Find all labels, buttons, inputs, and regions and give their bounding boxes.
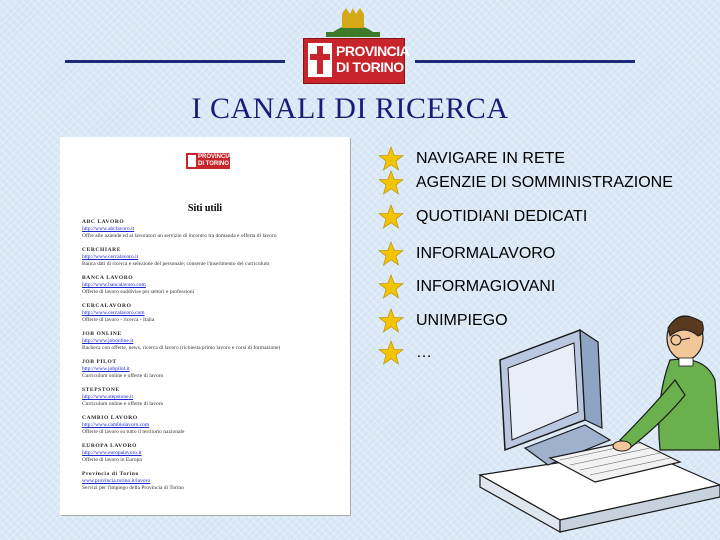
crown-icon — [320, 8, 386, 38]
site-description: Offerte di lavoro su tutto il territorio nazionale — [82, 429, 185, 435]
channel-label: INFORMAGIOVANI — [416, 278, 556, 295]
site-name: JOB ONLINE — [82, 331, 122, 337]
document-entry — [82, 275, 344, 296]
site-name: Provincia di Torino — [82, 471, 139, 477]
site-description: Offre alle aziende ed ai lavoratori un servizio di incontro tra domanda e offerta di lavoro — [82, 233, 277, 239]
document-entry — [82, 471, 344, 492]
document-logo — [178, 149, 238, 173]
site-link[interactable]: http://www.abclavoro.it — [82, 226, 135, 232]
header-divider-right — [415, 60, 635, 63]
document-entry — [82, 387, 344, 408]
site-name: ABC LAVORO — [82, 219, 125, 225]
site-description: Servizi per l'impiego della Provincia di Torino — [82, 485, 184, 491]
useful-sites-document — [60, 137, 350, 515]
site-name: CERCHIARE — [82, 247, 122, 253]
star-icon — [378, 170, 404, 196]
provincia-logo — [298, 8, 408, 78]
document-entry — [82, 219, 344, 240]
site-description: Bacheca con offerte, news, ricerca di lavoro (richiesta primo lavoro e corsi di formazione) — [82, 345, 281, 351]
site-link[interactable]: http://www.cercalavoro.it — [82, 254, 139, 260]
channel-label: … — [416, 344, 432, 361]
page-title: I CANALI DI RICERCA — [191, 92, 509, 125]
site-name: JOB PILOT — [82, 359, 117, 365]
site-link[interactable]: http://www.jobonline.it — [82, 338, 134, 344]
star-icon — [378, 204, 404, 230]
site-description: Banca dati di ricerca e selezione del personale; consente l'inserimento del curriculum — [82, 261, 270, 267]
logo-badge — [303, 38, 410, 84]
site-name: STEPSTONE — [82, 387, 120, 393]
site-link[interactable]: http://www.cercalavoro.com — [82, 310, 145, 316]
channel-label: AGENZIE DI SOMMINISTRAZIONE — [416, 174, 673, 191]
site-link[interactable]: http://www.stepstone.it — [82, 394, 133, 400]
site-description: Offerte di lavoro suddivise per settori e professioni — [82, 289, 195, 295]
site-description: Curriculum online e offerte di lavoro — [82, 373, 164, 379]
document-site-list — [82, 219, 344, 499]
document-heading: Siti utili — [187, 203, 223, 214]
channel-item — [378, 340, 432, 366]
site-description: Curriculum online e offerte di lavoro — [82, 401, 164, 407]
site-name: CERCALAVORO — [82, 303, 132, 309]
site-link[interactable]: http://www.jobpilot.it — [82, 366, 130, 372]
site-name: BANCA LAVORO — [82, 275, 134, 281]
site-link[interactable]: http://www.cambiolavoro.com — [82, 422, 150, 428]
document-entry — [82, 331, 344, 352]
star-icon — [378, 241, 404, 267]
cross-icon — [308, 43, 332, 77]
channel-label: QUOTIDIANI DEDICATI — [416, 208, 588, 225]
star-icon — [378, 340, 404, 366]
channel-item — [378, 146, 565, 172]
channel-item — [378, 274, 555, 300]
document-entry — [82, 415, 344, 436]
logo-text-line2: DI TORINO — [336, 59, 404, 75]
site-link[interactable]: http://www.europalavoro.it — [82, 450, 142, 456]
document-entry — [82, 443, 344, 464]
channel-label: NAVIGARE IN RETE — [416, 150, 566, 167]
site-description: Offerte di lavoro in Europa — [82, 457, 142, 463]
site-description: Offerte di lavoro - ricerca - Italia — [82, 317, 155, 323]
channel-label: UNIMPIEGO — [416, 312, 508, 329]
document-entry — [82, 359, 344, 380]
document-logo-text: PROVINCIA DI TORINO — [198, 154, 232, 167]
star-icon — [378, 308, 404, 334]
channel-item — [378, 241, 555, 267]
logo-text-line1: PROVINCIA — [336, 43, 410, 59]
star-icon — [378, 274, 404, 300]
channel-item — [378, 204, 587, 230]
header-divider-left — [65, 60, 285, 63]
document-entry — [82, 247, 344, 268]
cross-icon — [188, 155, 196, 167]
channel-label: INFORMALAVORO — [416, 245, 556, 262]
star-icon — [378, 146, 404, 172]
computer-user-clipart — [470, 300, 720, 540]
site-name: CAMBIO LAVORO — [82, 415, 138, 421]
channel-item — [378, 170, 673, 196]
site-link[interactable]: www.provincia.torino.it/lavoro — [82, 478, 151, 484]
document-entry — [82, 303, 344, 324]
site-name: EUROPA LAVORO — [82, 443, 138, 449]
site-link[interactable]: http://www.bancalavoro.com — [82, 282, 146, 288]
